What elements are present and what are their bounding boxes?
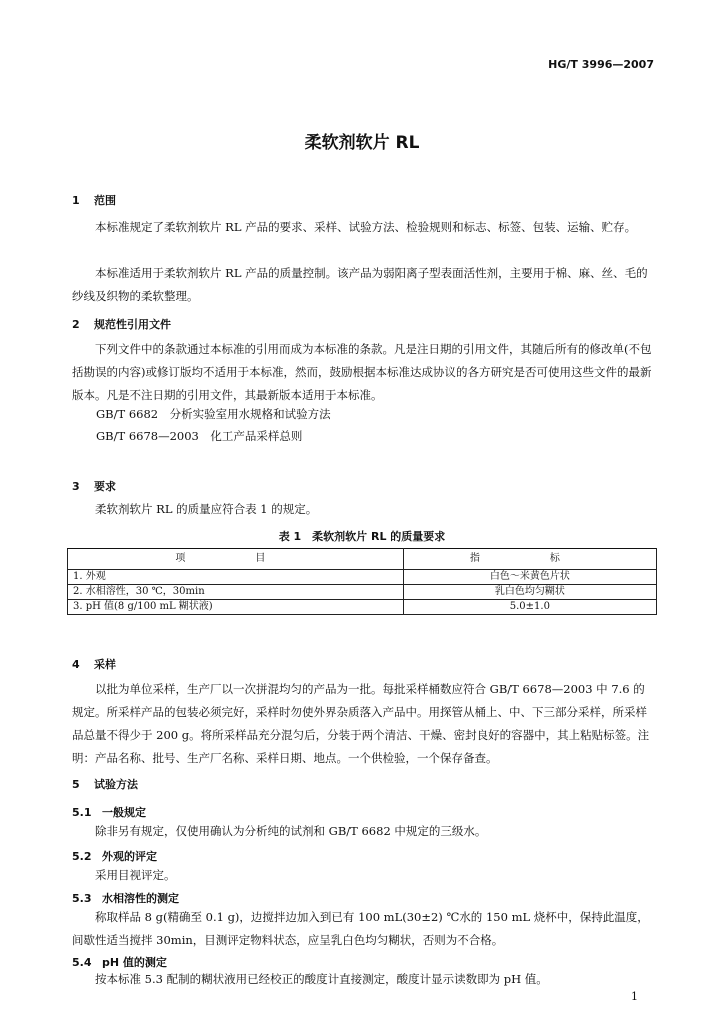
table-header-row [68, 549, 657, 570]
column-header-item: 项 目 [68, 549, 404, 570]
page-number: 1 [631, 990, 638, 1003]
subsection-5-3-heading [72, 890, 179, 906]
section-number: 4 [72, 658, 80, 671]
section-title: 要求 [94, 480, 116, 493]
table-row [68, 600, 657, 615]
table-cell-spec: 乳白色均匀糊状 [403, 585, 656, 600]
table-cell-item: 2. 水相溶性，30 ℃，30min [68, 585, 404, 600]
section-number: 2 [72, 318, 80, 331]
subsection-title: 外观的评定 [102, 850, 157, 863]
section-number: 5 [72, 778, 80, 791]
section-4-para-1: 以批为单位采样，生产厂以一次拼混均匀的产品为一批。每批采样桶数应符合 GB/T 6678—2003 中 7.6 的规定。所采样产品的包装必须完好，采样时勿使外界杂质落入产品中。用探管从桶上、中、下三部分采样，所采样品总量不得少于 200 g。将所采样品充分混匀后，分装于两个清洁、干燥、密封良好的容器中，其上粘贴标签。注明：产品名称、批号、生产厂名称、采样日期、地点。一个供检验，一个保存备查。 [72, 682, 650, 765]
section-title: 范围 [94, 194, 116, 207]
subsection-number: 5.3 [72, 892, 92, 905]
column-header-spec: 指 标 [403, 549, 656, 570]
table-cell-spec: 5.0±1.0 [403, 600, 656, 615]
reference-item: GB/T 6678—2003 化工产品采样总则 [96, 429, 303, 443]
section-number: 1 [72, 194, 80, 207]
subsection-5-3-para: 称取样品 8 g(精确至 0.1 g)，边搅拌边加入到已有 100 mL(30±2) ℃水的 150 mL 烧杯中，保持此温度，间歇性适当搅拌 30min，目测评定物料状态，应呈乳白色均匀糊状，否则为不合格。 [72, 910, 649, 947]
subsection-title: pH 值的测定 [102, 956, 167, 969]
section-4-heading [72, 656, 116, 672]
table-cell-item: 3. pH 值(8 g/100 mL 糊状液) [68, 600, 404, 615]
section-title: 规范性引用文件 [94, 318, 171, 331]
subsection-number: 5.1 [72, 806, 92, 819]
table-caption: 表 1 柔软剂软片 RL 的质量要求 [278, 530, 446, 543]
subsection-number: 5.4 [72, 956, 92, 969]
section-title: 采样 [94, 658, 116, 671]
section-title: 试验方法 [94, 778, 138, 791]
subsection-number: 5.2 [72, 850, 92, 863]
subsection-5-1-para: 除非另有规定，仅使用确认为分析纯的试剂和 GB/T 6682 中规定的三级水。 [95, 824, 487, 838]
section-1-para-1: 本标准规定了柔软剂软片 RL 产品的要求、采样、试验方法、检验规则和标志、标签、包装、运输、贮存。 [95, 220, 637, 234]
quality-requirements-table [67, 548, 657, 615]
reference-item: GB/T 6682 分析实验室用水规格和试验方法 [96, 407, 331, 421]
section-2-heading [72, 316, 171, 332]
section-number: 3 [72, 480, 80, 493]
subsection-title: 水相溶性的测定 [102, 892, 179, 905]
subsection-5-1-heading [72, 804, 146, 820]
document-title: 柔软剂软片 RL [304, 133, 420, 153]
table-row [68, 570, 657, 585]
section-1-para-2: 本标准适用于柔软剂软片 RL 产品的质量控制。该产品为弱阳离子型表面活性剂，主要用于棉、麻、丝、毛的纱线及织物的柔软整理。 [72, 266, 648, 303]
section-5-heading [72, 776, 138, 792]
section-3-para-1: 柔软剂软片 RL 的质量应符合表 1 的规定。 [95, 502, 318, 516]
section-2-para-1: 下列文件中的条款通过本标准的引用而成为本标准的条款。凡是注日期的引用文件，其随后所有的修改单(不包括勘误的内容)或修订版均不适用于本标准，然而，鼓励根据本标准达成协议的各方研究是否可使用这些文件的最新版本。凡是不注日期的引用文件，其最新版本适用于本标准。 [72, 342, 652, 402]
section-1-heading [72, 192, 116, 208]
subsection-title: 一般规定 [102, 806, 146, 819]
subsection-5-2-heading [72, 848, 157, 864]
subsection-5-2-para: 采用目视评定。 [95, 868, 176, 882]
table-cell-item: 1. 外观 [68, 570, 404, 585]
standard-code: HG/T 3996—2007 [548, 58, 654, 71]
section-3-heading [72, 478, 116, 494]
table-row [68, 585, 657, 600]
subsection-5-4-para: 按本标准 5.3 配制的糊状液用已经校正的酸度计直接测定，酸度计显示读数即为 pH 值。 [95, 972, 548, 986]
table-cell-spec: 白色～米黄色片状 [403, 570, 656, 585]
